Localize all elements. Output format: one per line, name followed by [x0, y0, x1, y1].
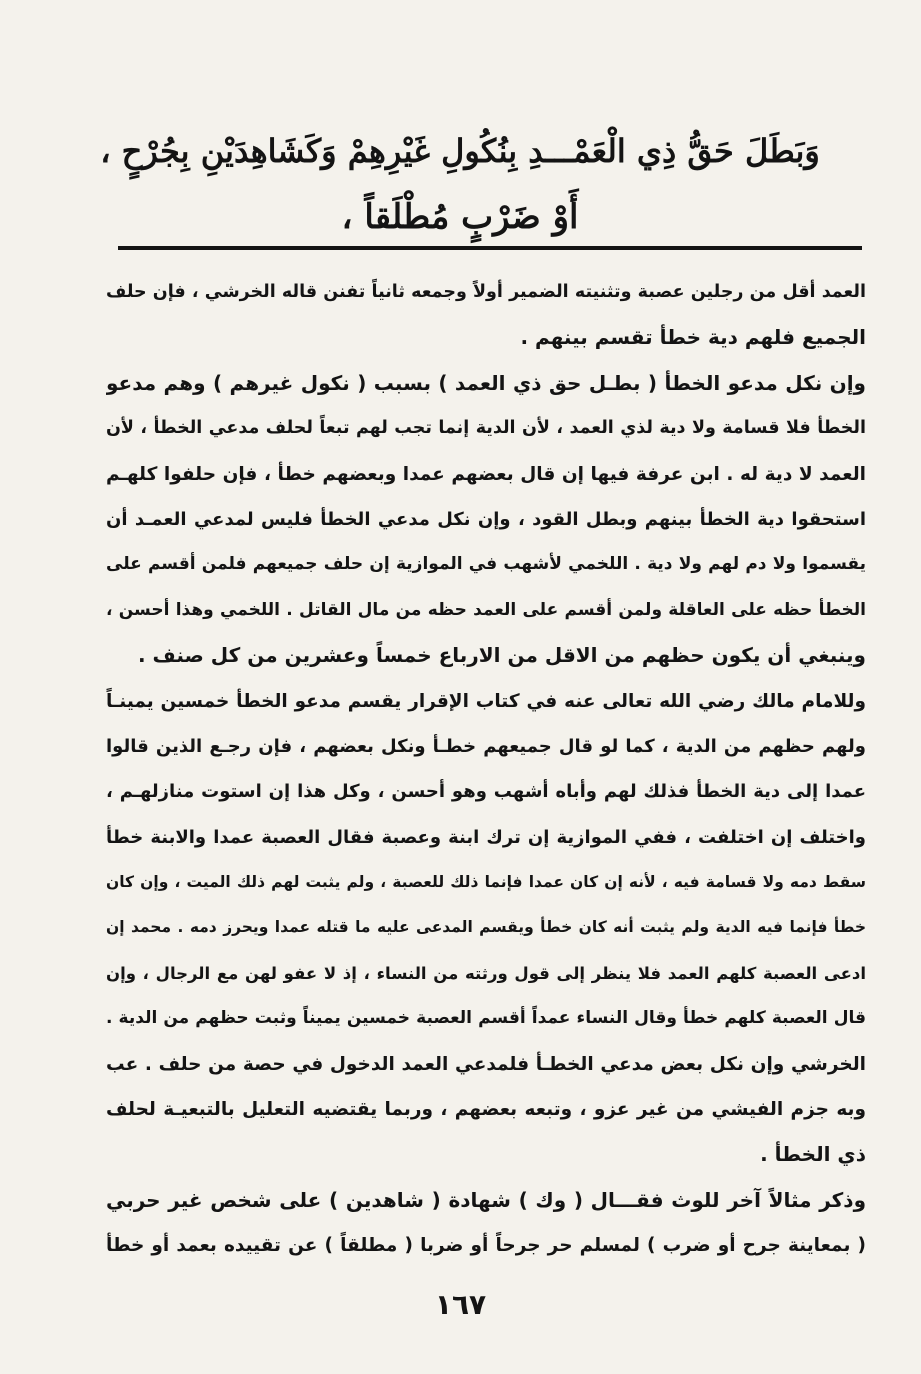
- body-line: ولهم حظهم من الدية ، كما لو قال جميعهم خطـأ ونكل بعضهم ، فإن رجـع الذين قالوا: [106, 735, 866, 757]
- body-line: ادعى العصبة كلهم العمد فلا ينظر إلى قول ورثته من النساء ، إذ لا عفو لهن مع الرجال ، وإن: [106, 963, 866, 983]
- body-line: قال العصبة كلهم خطأ وقال النساء عمداً أقسم العصبة خمسين يميناً وثبت حظهم من الدية .: [106, 1008, 866, 1029]
- body-line: ( بمعاينة جرح أو ضرب ) لمسلم حر جرحاً أو ضربا ( مطلقاً ) عن تقييده بعمد أو خطأ: [106, 1235, 866, 1257]
- body-line: استحقوا دية الخطأ بينهم وبطل القود ، وإن نكل مدعي الخطأ فليس لمدعي العمـد أن: [106, 508, 866, 530]
- body-line: ذي الخطأ .: [760, 1142, 866, 1167]
- body-line: يقسموا ولا دم لهم ولا دية . اللخمي لأشهب في الموازية إن حلف جميعهم فلمن أقسم على: [106, 554, 866, 575]
- body-line: الخطأ فلا قسامة ولا دية لذي العمد ، لأن الدية إنما تجب لهم تبعاً لحلف مدعي الخطأ ، لأن: [106, 418, 866, 439]
- body-line: وذكر مثالاً آخر للوث فقـــال ( وك ) شهادة ( شاهدين ) على شخص غير حربي: [106, 1187, 866, 1212]
- body-line: الخرشي وإن نكل بعض مدعي الخطـأ فلمدعي العمد الدخول في حصة من حلف . عب: [106, 1053, 866, 1075]
- body-line: وإن نكل مدعو الخطأ ( بطـل حق ذي العمد ) بسبب ( نكول غيرهم ) وهم مدعو: [106, 370, 866, 395]
- header-divider: [118, 246, 862, 250]
- page-number: ١٦٧: [434, 1288, 487, 1321]
- body-line: الجميع فلهم دية خطأ تقسم بينهم .: [520, 325, 866, 350]
- body-line: العمد لا دية له . ابن عرفة فيها إن قال بعضهم عمدا وبعضهم خطأ ، فإن حلفوا كلهـم: [106, 463, 866, 485]
- body-line: وينبغي أن يكون حظهم من الاقل من الارباع خمساً وعشرين من كل صنف .: [137, 643, 866, 668]
- body-line: خطأ فإنما فيه الدية ولم يثبت أنه كان خطأ ويقسم المدعى عليه ما قتله عمدا ويحرز دمه . محمد إن: [106, 918, 866, 937]
- body-line: واختلف إن اختلفت ، ففي الموازية إن ترك ابنة وعصبة فقال العصبة عمدا والابنة خطأ: [106, 826, 866, 848]
- body-line: عمدا إلى دية الخطأ فذلك لهم وأباه أشهب وهو أحسن ، وكل هذا إن استوت منازلهـم ،: [106, 781, 866, 803]
- verse-line-1: وَبَطَلَ حَقُّ ذِي الْعَمْـــدِ بِنُكُولِ غَيْرِهِمْ وَكَشَاهِدَيْنِ بِجُرْحٍ ،: [100, 132, 820, 170]
- verse-header: [100, 118, 820, 250]
- body-line: وللامام مالك رضي الله تعالى عنه في كتاب الإقرار يقسم مدعو الخطأ خمسين يمينـاً: [106, 690, 866, 712]
- body-line: وبه جزم الفيشي من غير عزو ، وتبعه بعضهم ، وربما يقتضيه التعليل بالتبعيـة لحلف: [106, 1099, 866, 1121]
- body-line: العمد أقل من رجلين عصبة وتثنيته الضمير أولاً وجمعه ثانياً تفنن قاله الخرشي ، فإن حلف: [106, 282, 866, 302]
- body-line: سقط دمه ولا قسامة فيه ، لأنه إن كان عمدا فإنما ذلك للعصبة ، ولم يثبت لهم ذلك الميت ، وإن كان: [106, 873, 866, 892]
- commentary-body: [106, 270, 866, 1269]
- body-line: الخطأ حظه على العاقلة ولمن أقسم على العمد حظه من مال القاتل . اللخمي وهذا أحسن ،: [106, 599, 866, 620]
- verse-line-2: أَوْ ضَرْبٍ مُطْلَقاً ،: [341, 197, 579, 237]
